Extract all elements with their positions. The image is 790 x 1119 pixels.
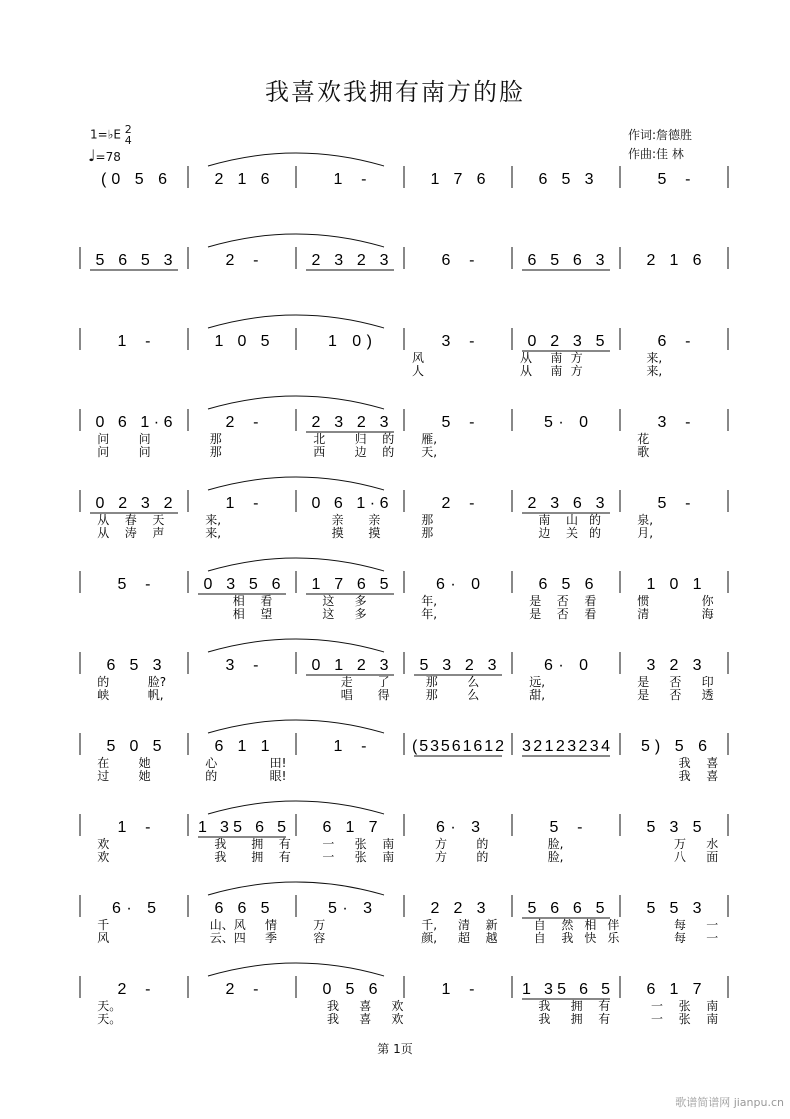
measure-notes: 1 - <box>117 819 151 836</box>
lyric-syllable: 清 <box>637 607 650 621</box>
lyric-syllable: 峡 <box>97 688 110 702</box>
quarter-note-icon: ♩ <box>88 146 96 165</box>
lyric-syllable: 张 <box>678 1012 691 1026</box>
lyric-syllable: 是 <box>529 607 542 621</box>
lyric-syllable: 面 <box>706 850 719 864</box>
lyric-syllable: 否 <box>556 594 569 608</box>
lyric-syllable: 边 <box>538 526 551 540</box>
lyric-syllable: 她 <box>138 756 151 770</box>
lyric-syllable: 山、风 <box>209 918 246 932</box>
measure-notes: 5· 0 <box>544 414 588 431</box>
lyric-syllable: 伴 <box>607 918 620 932</box>
measure-notes: 5 6 5 3 <box>95 252 173 269</box>
lyric-syllable: 南 <box>382 850 395 864</box>
lyric-syllable: 欢 <box>391 999 404 1013</box>
measure-notes: 5 5 3 <box>646 900 702 917</box>
lyric-syllable: 亲 <box>368 513 381 527</box>
lyric-syllable: 那 <box>209 445 222 459</box>
lyric-syllable: 的 <box>205 769 218 783</box>
lyric-syllable: 季 <box>265 931 278 945</box>
lyric-syllable: 张 <box>354 837 367 851</box>
lyric-syllable: 年, <box>421 607 438 621</box>
measure-notes: 5· 3 <box>328 900 372 917</box>
lyric-syllable: 万 <box>674 837 687 851</box>
measure-notes: (53561612 <box>412 738 504 755</box>
lyric-syllable: 透 <box>701 688 714 702</box>
slur <box>208 963 384 976</box>
measure-notes: 5 - <box>657 171 691 188</box>
song-title: 我喜欢我拥有南方的脸 <box>265 78 525 106</box>
measure-notes: 5 3 5 <box>646 819 702 836</box>
lyric-syllable: 自 <box>533 918 546 932</box>
lyric-syllable: 南 <box>538 513 551 527</box>
lyric-syllable: 的 <box>589 526 602 540</box>
lyric-syllable: 我 <box>678 769 691 783</box>
measure-notes: 3 - <box>441 333 475 350</box>
lyric-syllable: 多 <box>354 594 367 608</box>
lyric-syllable: 惯 <box>637 594 650 608</box>
lyric-syllable: 水 <box>706 837 719 851</box>
measure-notes: 0 3 5 6 <box>203 576 281 593</box>
measure-notes: 1 - <box>225 495 259 512</box>
measure-notes: 5 0 5 <box>106 738 162 755</box>
slur <box>208 153 384 166</box>
slur <box>208 720 384 733</box>
measure-notes: 0 1 2 3 <box>311 657 389 674</box>
lyric-syllable: 我 <box>678 756 691 770</box>
lyric-syllable: 泉, <box>637 513 654 527</box>
lyricist-credit: 作词:詹德胜 <box>628 128 693 142</box>
lyric-syllable: 南 <box>550 364 563 378</box>
measure-notes: 3 - <box>657 414 691 431</box>
lyric-syllable: 的 <box>382 432 395 446</box>
lyric-syllable: 这 <box>322 594 335 608</box>
measure-notes: 2 - <box>225 414 259 431</box>
slur <box>208 801 384 814</box>
lyric-syllable: 来, <box>205 526 222 540</box>
lyric-syllable: 一 <box>322 850 335 864</box>
lyric-syllable: 方 <box>435 837 448 851</box>
measure-notes: 0 6 1·6 <box>311 495 389 512</box>
measure-notes: 32123234 <box>522 738 610 755</box>
lyric-syllable: 一 <box>706 931 719 945</box>
lyric-syllable: 亲 <box>331 513 344 527</box>
measure-notes: 6· 5 <box>112 900 156 917</box>
measure-notes: 2 3 2 3 <box>311 414 389 431</box>
measure-notes: (0 5 6 <box>101 171 167 188</box>
lyric-syllable: 张 <box>354 850 367 864</box>
lyric-syllable: 否 <box>669 675 682 689</box>
measure-notes: 1 0 1 <box>646 576 702 593</box>
slur <box>208 477 384 490</box>
lyric-syllable: 花 <box>637 432 650 446</box>
lyric-syllable: 这 <box>322 607 335 621</box>
lyric-syllable: 印 <box>701 675 714 689</box>
lyric-syllable: 么 <box>467 675 480 689</box>
lyric-syllable: 唱 <box>340 688 353 702</box>
measure-notes: 2 - <box>225 252 259 269</box>
lyric-syllable: 拥 <box>570 1012 583 1026</box>
lyric-syllable: 问 <box>138 432 151 446</box>
composer-credit: 作曲:佳 林 <box>628 147 684 161</box>
lyric-syllable: 否 <box>556 607 569 621</box>
measure-notes: 5 - <box>657 495 691 512</box>
lyric-syllable: 脸, <box>547 837 564 851</box>
lyric-syllable: 那 <box>421 513 434 527</box>
lyric-syllable: 风 <box>97 931 110 945</box>
lyric-syllable: 天。 <box>97 999 122 1013</box>
measure-notes: 5) 5 6 <box>641 738 707 755</box>
slur <box>208 315 384 328</box>
lyric-syllable: 海 <box>701 607 714 621</box>
lyric-syllable: 得 <box>377 688 390 702</box>
lyric-syllable: 涛 <box>124 526 137 540</box>
lyric-syllable: 问 <box>97 432 110 446</box>
lyric-syllable: 方 <box>570 364 583 378</box>
measure-notes: 1 - <box>333 738 367 755</box>
lyric-syllable: 否 <box>669 688 682 702</box>
lyric-syllable: 一 <box>651 999 664 1013</box>
measure-notes: 2 3 2 3 <box>311 252 389 269</box>
lyric-syllable: 然 <box>561 918 574 932</box>
lyric-syllable: 摸 <box>368 526 381 540</box>
lyric-syllable: 千 <box>97 918 110 932</box>
measure-notes: 1 7 6 <box>430 171 486 188</box>
watermark: 歌谱简谱网 jianpu.cn <box>675 1096 784 1109</box>
lyric-syllable: 喜 <box>359 1012 372 1026</box>
measure-notes: 6· 3 <box>436 819 480 836</box>
lyric-syllable: 南 <box>382 837 395 851</box>
lyric-syllable: 有 <box>278 850 291 864</box>
lyric-syllable: 月, <box>637 526 654 540</box>
lyric-syllable: 那 <box>425 688 438 702</box>
measure-notes: 6 5 3 <box>538 171 594 188</box>
lyric-syllable: 我 <box>561 931 574 945</box>
lyric-syllable: 我 <box>214 837 227 851</box>
lyric-syllable: 多 <box>354 607 367 621</box>
slur <box>208 396 384 409</box>
lyric-syllable: 新 <box>485 918 498 932</box>
lyric-syllable: 问 <box>138 445 151 459</box>
lyric-syllable: 是 <box>529 594 542 608</box>
lyric-syllable: 心 <box>205 756 218 770</box>
lyric-syllable: 越 <box>485 931 498 945</box>
lyric-syllable: 甜, <box>529 688 546 702</box>
lyric-syllable: 春 <box>124 513 137 527</box>
lyric-syllable: 眼! <box>269 769 287 783</box>
lyric-syllable: 拥 <box>251 837 264 851</box>
measure-notes: 6· 0 <box>436 576 480 593</box>
lyric-syllable: 帆, <box>147 688 164 702</box>
lyric-syllable: 你 <box>701 594 714 608</box>
measure-notes: 6 1 7 <box>646 981 702 998</box>
lyric-syllable: 的 <box>97 675 110 689</box>
lyric-syllable: 歌 <box>637 445 650 459</box>
page-number: 第 1页 <box>377 1042 413 1056</box>
measure-notes: 1 - <box>333 171 367 188</box>
measure-notes: 6· 0 <box>544 657 588 674</box>
measure-notes: 5 - <box>117 576 151 593</box>
lyric-syllable: 从 <box>97 526 110 540</box>
measure-notes: 1 - <box>441 981 475 998</box>
lyric-syllable: 是 <box>637 675 650 689</box>
lyric-syllable: 我 <box>214 850 227 864</box>
lyric-syllable: 脸, <box>547 850 564 864</box>
lyric-syllable: 摸 <box>331 526 344 540</box>
lyric-syllable: 归 <box>354 432 367 446</box>
key-label: 1=♭E <box>90 127 121 142</box>
lyric-syllable: 山 <box>566 513 579 527</box>
lyric-syllable: 有 <box>278 837 291 851</box>
lyric-syllable: 欢 <box>97 850 110 864</box>
lyric-syllable: 走 <box>340 675 353 689</box>
lyric-syllable: 那 <box>209 432 222 446</box>
lyric-syllable: 容 <box>313 931 326 945</box>
lyric-syllable: 超 <box>458 931 471 945</box>
lyric-syllable: 那 <box>421 526 434 540</box>
measure-notes: 3 2 3 <box>646 657 702 674</box>
lyric-syllable: 看 <box>584 607 597 621</box>
lyric-syllable: 乐 <box>607 931 620 945</box>
lyric-syllable: 南 <box>706 999 719 1013</box>
lyric-syllable: 相 <box>232 594 245 608</box>
lyric-syllable: 天。 <box>97 1012 122 1026</box>
lyric-syllable: 喜 <box>706 769 719 783</box>
lyric-syllable: 颜, <box>421 931 438 945</box>
measure-notes: 5 6 6 5 <box>527 900 605 917</box>
lyric-syllable: 问 <box>97 445 110 459</box>
lyric-syllable: 北 <box>313 432 326 446</box>
lyric-syllable: 过 <box>97 769 110 783</box>
measure-notes: 5 - <box>441 414 475 431</box>
measure-notes: 6 1 7 <box>322 819 378 836</box>
lyric-syllable: 每 <box>674 931 687 945</box>
measure-notes: 2 2 3 <box>430 900 486 917</box>
measure-notes: 6 5 6 3 <box>527 252 605 269</box>
lyric-syllable: 千, <box>421 918 438 932</box>
measure-notes: 5 - <box>549 819 583 836</box>
lyric-syllable: 快 <box>584 931 597 945</box>
lyric-syllable: 人 <box>412 364 425 378</box>
time-denominator: 4 <box>124 134 132 147</box>
lyric-syllable: 从 <box>97 513 110 527</box>
lyric-syllable: 南 <box>706 1012 719 1026</box>
lyric-syllable: 我 <box>327 999 340 1013</box>
lyric-syllable: 自 <box>533 931 546 945</box>
measure-notes: 3 - <box>225 657 259 674</box>
lyric-syllable: 一 <box>651 1012 664 1026</box>
measure-notes: 5 3 2 3 <box>419 657 497 674</box>
lyric-syllable: 西 <box>313 445 326 459</box>
lyric-syllable: 一 <box>322 837 335 851</box>
lyric-syllable: 来, <box>646 364 663 378</box>
lyric-syllable: 的 <box>589 513 602 527</box>
lyric-syllable: 是 <box>637 688 650 702</box>
measure-notes: 6 5 3 <box>106 657 162 674</box>
lyric-syllable: 来, <box>205 513 222 527</box>
lyric-syllable: 相 <box>584 918 597 932</box>
lyric-syllable: 方 <box>435 850 448 864</box>
measure-notes: 0 2 3 2 <box>95 495 173 512</box>
lyric-syllable: 年, <box>421 594 438 608</box>
lyric-syllable: 喜 <box>706 756 719 770</box>
slur <box>208 234 384 247</box>
measure-notes: 2 - <box>225 981 259 998</box>
lyric-syllable: 看 <box>260 594 273 608</box>
measure-notes: 2 - <box>117 981 151 998</box>
measure-notes: 2 1 6 <box>646 252 702 269</box>
lyric-syllable: 云、四 <box>209 931 246 945</box>
slur <box>208 639 384 652</box>
lyric-syllable: 有 <box>598 999 611 1013</box>
lyric-syllable: 清 <box>458 918 471 932</box>
slur <box>208 558 384 571</box>
lyric-syllable: 我 <box>327 1012 340 1026</box>
lyric-syllable: 我 <box>538 1012 551 1026</box>
lyric-syllable: 那 <box>425 675 438 689</box>
lyric-syllable: 的 <box>476 850 489 864</box>
measure-notes: 6 5 6 <box>538 576 594 593</box>
measure-notes: 1 35 6 5 <box>522 981 610 998</box>
lyric-syllable: 关 <box>566 526 579 540</box>
measure-notes: 0 2 3 5 <box>527 333 605 350</box>
lyric-syllable: 喜 <box>359 999 372 1013</box>
lyric-syllable: 风 <box>412 351 425 365</box>
lyric-syllable: 我 <box>538 999 551 1013</box>
lyric-syllable: 一 <box>706 918 719 932</box>
measure-notes: 2 1 6 <box>214 171 270 188</box>
lyric-syllable: 南 <box>550 351 563 365</box>
lyric-syllable: 远, <box>529 675 546 689</box>
measure-notes: 2 - <box>441 495 475 512</box>
slur <box>208 882 384 895</box>
lyric-syllable: 拥 <box>570 999 583 1013</box>
lyric-syllable: 来, <box>646 351 663 365</box>
lyric-syllable: 在 <box>97 756 110 770</box>
lyric-syllable: 了 <box>377 675 390 689</box>
lyric-syllable: 从 <box>520 351 533 365</box>
measure-notes: 6 - <box>657 333 691 350</box>
lyric-syllable: 望 <box>260 607 273 621</box>
measure-notes: 1 - <box>117 333 151 350</box>
lyric-syllable: 每 <box>674 918 687 932</box>
lyric-syllable: 她 <box>138 769 151 783</box>
lyric-syllable: 天, <box>421 445 438 459</box>
lyric-syllable: 情 <box>265 918 278 932</box>
lyric-syllable: 天 <box>152 513 165 527</box>
lyric-syllable: 么 <box>467 688 480 702</box>
measure-notes: 1 0) <box>328 333 372 350</box>
tempo-value: =78 <box>95 150 121 164</box>
measure-notes: 1 7 6 5 <box>311 576 389 593</box>
measure-notes: 6 6 5 <box>214 900 270 917</box>
lyric-syllable: 的 <box>382 445 395 459</box>
lyric-syllable: 看 <box>584 594 597 608</box>
measure-notes: 6 - <box>441 252 475 269</box>
measure-notes: 0 5 6 <box>322 981 378 998</box>
lyric-syllable: 八 <box>674 850 687 864</box>
lyric-syllable: 雁, <box>421 432 438 446</box>
time-numerator: 2 <box>124 123 132 136</box>
lyric-syllable: 欢 <box>391 1012 404 1026</box>
lyric-syllable: 的 <box>476 837 489 851</box>
lyric-syllable: 欢 <box>97 837 110 851</box>
measure-notes: 1 35 6 5 <box>198 819 286 836</box>
measure-notes: 6 1 1 <box>214 738 270 755</box>
measure-notes: 0 6 1·6 <box>95 414 173 431</box>
lyric-syllable: 万 <box>313 918 326 932</box>
lyric-syllable: 声 <box>152 526 165 540</box>
lyric-syllable: 方 <box>570 351 583 365</box>
measure-notes: 1 0 5 <box>214 333 270 350</box>
lyric-syllable: 拥 <box>251 850 264 864</box>
lyric-syllable: 从 <box>520 364 533 378</box>
lyric-syllable: 边 <box>354 445 367 459</box>
lyric-syllable: 有 <box>598 1012 611 1026</box>
lyric-syllable: 相 <box>232 607 245 621</box>
measure-notes: 2 3 6 3 <box>527 495 605 512</box>
lyric-syllable: 张 <box>678 999 691 1013</box>
lyric-syllable: 脸? <box>147 675 167 689</box>
lyric-syllable: 田! <box>269 756 287 770</box>
